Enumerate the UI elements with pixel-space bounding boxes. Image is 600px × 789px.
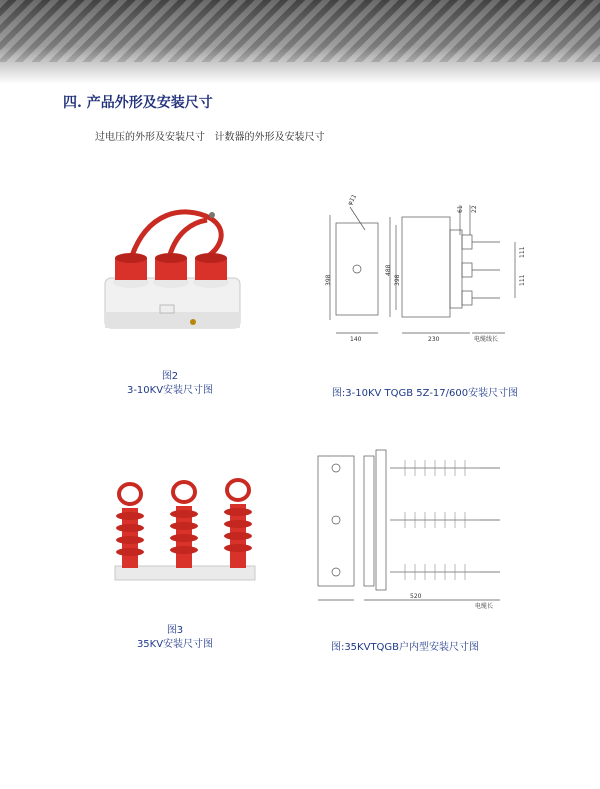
dim-111b: 111 (519, 274, 526, 286)
dim-22: 22 (471, 205, 478, 213)
drawing1-caption: 图:3-10KV TQGB 5Z-17/600安装尺寸图 (331, 388, 519, 399)
fig3-title: 35KV安装尺寸图 (136, 639, 214, 650)
dim-140: 140 (350, 336, 362, 343)
drawing1 (310, 195, 540, 350)
dim-phi11: φ11 (346, 195, 359, 207)
dim-61: 61 (457, 205, 464, 213)
fig3-label: 图3 (166, 625, 184, 636)
header-banner-fade (0, 62, 600, 84)
fig2-photo (95, 200, 245, 340)
section-title: 四. 产品外形及安装尺寸 (63, 95, 213, 111)
dim-230: 230 (428, 336, 440, 343)
subheading: 过电压的外形及安装尺寸 计数器的外形及安装尺寸 (95, 132, 325, 143)
dim-cable: 电缆线长 (474, 336, 499, 343)
drawing2-caption: 图:35KVTQGB户内型安装尺寸图 (330, 642, 480, 653)
header-banner (0, 0, 600, 62)
fig3-caption (95, 624, 255, 652)
dim-cable-2: 电缆长 (475, 603, 494, 610)
dim-520: 520 (410, 593, 422, 600)
dim-111a: 111 (519, 246, 526, 258)
drawing2 (310, 448, 530, 618)
fig2-caption (90, 370, 250, 398)
fig2-title: 3-10KV安装尺寸图 (126, 385, 214, 396)
dim-398: 398 (325, 274, 332, 286)
fig2-label: 图2 (161, 371, 179, 382)
dim-488: 488 (385, 264, 392, 276)
dim-398b: 398 (394, 274, 401, 286)
fig3-photo (100, 478, 265, 593)
